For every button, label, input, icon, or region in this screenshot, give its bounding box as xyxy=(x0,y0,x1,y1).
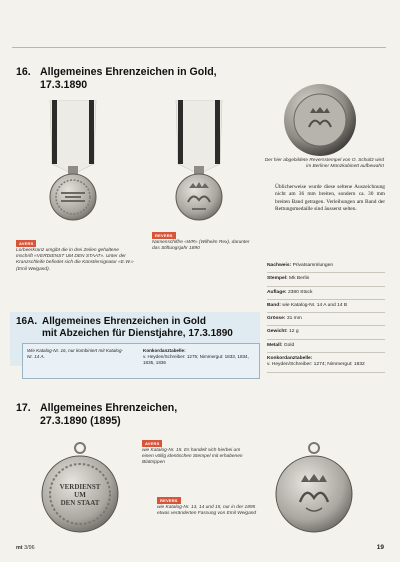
revers-tag: REVERS xyxy=(152,232,176,239)
fact-row: Band: wie Katalog-Nr. 14 A und 14 B xyxy=(267,300,385,313)
footer-issue xyxy=(16,545,35,551)
section-16a-concordance xyxy=(143,348,257,366)
section-date: 27.3.1890 (1895) xyxy=(40,414,121,427)
medal-inscription-line: VERDIENST xyxy=(59,483,101,491)
body-text: Üblicherweise wurde diese seltene Auszeichnung nicht am 36 mm breiten, sondern ca. 30 mm breiten Band getragen. Verleihungen am Band der Rettungsmedaille sind äusserst selten. xyxy=(275,184,385,213)
facts-list xyxy=(267,260,385,373)
section-16a-details xyxy=(22,343,260,379)
section-number: 16. xyxy=(16,66,31,78)
fact-row: Stempel: Mk Berlin xyxy=(267,273,385,286)
section-subtitle: mit Abzeichen für Dienstjahre, 17.3.1890 xyxy=(42,328,233,339)
revers-stamp-photo xyxy=(283,83,357,157)
avers-caption: Lorbeerkranz umgibt die in drei Zeilen gehaltene Inschrift «VERDIENST UM DEN STAAT». Unter der Kranzschleife befindet sich die Künstlersignatur «E.W.» (Emil Weigand). xyxy=(16,248,134,272)
fact-row: Grösse: 31 mm xyxy=(267,313,385,326)
medal-inscription-line: UM xyxy=(74,491,86,499)
fact-row: Metall: Gold xyxy=(267,340,385,353)
section-17-heading xyxy=(16,402,177,427)
revers-17-caption: wie Katalog-Nr. 13, 14 und 15, nur in der 1895 etwas veränderten Fassung von Emil Weigand xyxy=(157,505,257,517)
section-number: 16A. xyxy=(16,316,38,327)
section-date: 17.3.1890 xyxy=(40,78,88,91)
medal-revers-photo xyxy=(166,100,232,222)
fact-row: Konkordanztabelle: v. Heyden/Schreiber: 1274; Nimmergut: 1832 xyxy=(267,353,385,373)
concordance-value: v. Heyden/Schreiber: 1275; Nimmergut: 1833, 1834, 1835, 1836 xyxy=(143,354,249,365)
section-title: Allgemeines Ehrenzeichen, xyxy=(40,402,178,414)
fact-row: Auflage: 2380 Stück xyxy=(267,287,385,300)
medal-17-avers-photo xyxy=(38,440,122,536)
medal-inscription-line: DEN STAAT xyxy=(60,499,100,507)
top-rule xyxy=(12,47,386,48)
fact-row: Nachweis: Privatsammlungen xyxy=(267,260,385,273)
section-16a-heading xyxy=(16,316,233,340)
section-16a-note: Wie Katalog-Nr. 16, nur kombiniert mit Katalog-Nr. 14 A. xyxy=(27,348,124,359)
stamp-caption: Der hier abgebildete Reversstempel von O. Schultz wird im Berliner Münzkabinett aufbewahrt xyxy=(264,158,384,170)
medal-avers-photo xyxy=(40,100,106,222)
section-number: 17. xyxy=(16,402,31,414)
section-16-heading xyxy=(16,66,217,91)
section-title: Allgemeines Ehrenzeichen in Gold xyxy=(42,316,206,327)
fact-row: Gewicht: 12 g xyxy=(267,326,385,339)
revers-caption: Namenschiffre «WR» (Wilhelm Rex), darunter das Stiftungsjahr 1890 xyxy=(152,240,250,252)
medal-17-revers-photo xyxy=(272,440,356,536)
avers-17-caption: wie Katalog-Nr. 15. Es handelt sich hierbei um einen völlig identischen Stempel mit erhabenen Blattrippen xyxy=(142,448,243,466)
avers-tag: AVERS xyxy=(16,240,36,247)
avers-17-tag: AVERS xyxy=(142,440,162,447)
issue-number: 3/96 xyxy=(24,545,35,551)
magazine-name: mt xyxy=(16,545,23,551)
revers-17-tag: REVERS xyxy=(157,497,181,504)
concordance-label: Konkordanztabelle: xyxy=(143,348,186,353)
section-title: Allgemeines Ehrenzeichen in Gold, xyxy=(40,66,217,78)
page-number: 19 xyxy=(376,544,384,551)
